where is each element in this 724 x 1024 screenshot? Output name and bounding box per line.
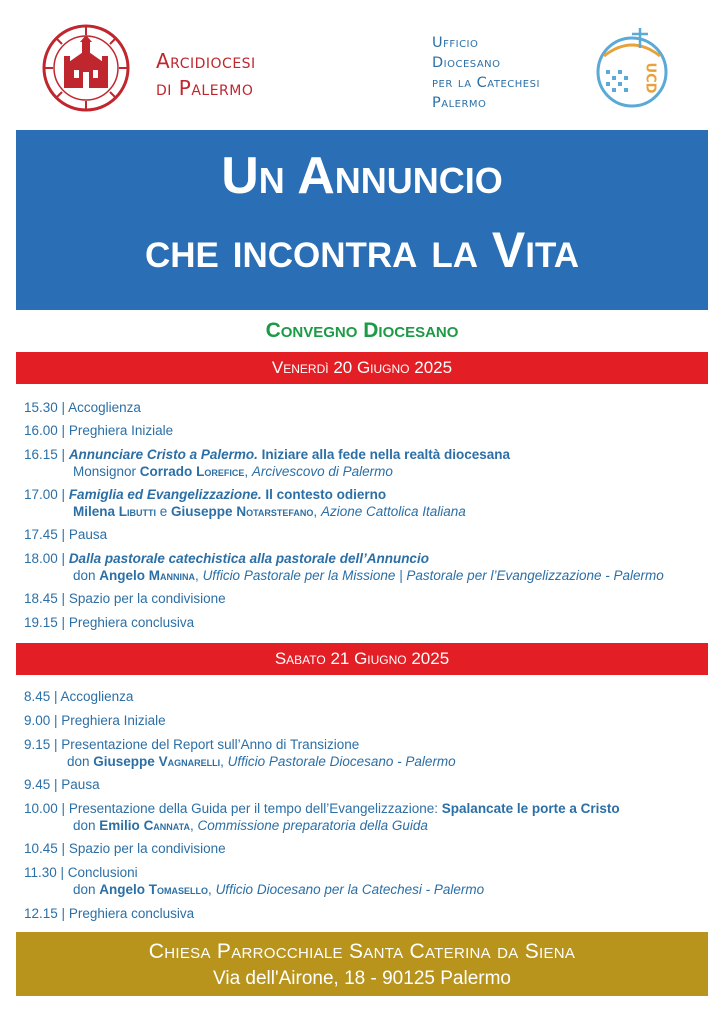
ucd-logo-letters: UCD	[642, 62, 658, 94]
schedule-text: Preghiera Iniziale	[61, 713, 166, 728]
archdiocese-name-line1: Arcidiocesi	[156, 49, 256, 73]
schedule-time: 16.15	[24, 447, 58, 462]
schedule-row: 9.45 | Pausa	[24, 777, 100, 792]
speaker2-last-name: Notarstefano	[236, 504, 314, 519]
schedule-text: Preghiera conclusiva	[68, 906, 195, 921]
speaker-prefix: don	[73, 818, 100, 833]
guide-title: Spalancate le porte a Cristo	[441, 801, 620, 816]
speaker-prefix: don	[73, 882, 100, 897]
schedule-text: Presentazione della Guida per il tempo dell’Evangelizzazione:	[68, 801, 442, 816]
ucd-logo	[592, 26, 672, 110]
speaker-first-name: Corrado	[139, 464, 193, 479]
speaker-last-name: Tomasello	[148, 882, 209, 897]
schedule-text: Pausa	[61, 777, 100, 792]
office-name-line4: Palermo	[432, 95, 487, 111]
title-line2: che incontra la Vita	[144, 222, 580, 278]
day1-title-bar: Venerdì 20 Giugno 2025	[16, 352, 708, 384]
schedule-time: 9.15	[24, 737, 51, 752]
schedule-time: 17.45	[24, 527, 58, 542]
schedule-time: 16.00	[24, 423, 58, 438]
speaker-line: don Emilio Cannata, Commissione preparatoria della Guida	[73, 818, 428, 833]
schedule-row: 10.45 | Spazio per la condivisione	[24, 841, 226, 856]
page-header	[0, 0, 724, 128]
schedule-time: 8.45	[24, 689, 51, 704]
speaker-line: Monsignor Corrado Lorefice, Arcivescovo di Palermo	[73, 464, 393, 479]
speaker-line: don Giuseppe Vagnarelli, Ufficio Pastorale Diocesano - Palermo	[67, 754, 456, 769]
schedule-row: 11.30 | Conclusioni don Angelo Tomasello, Ufficio Diocesano per la Catechesi - Palermo	[24, 864, 714, 898]
speaker-last-name: Vagnarelli	[158, 754, 221, 769]
archdiocese-seal-logo	[42, 24, 130, 112]
schedule-time: 19.15	[24, 615, 58, 630]
schedule-row: 9.00 | Preghiera Iniziale	[24, 713, 166, 728]
schedule-text: Accoglienza	[68, 400, 141, 415]
schedule-row: 16.00 | Preghiera Iniziale	[24, 423, 174, 438]
speaker2-first-name: Giuseppe	[171, 504, 233, 519]
schedule-time: 18.45	[24, 591, 58, 606]
speaker-first-name: Giuseppe	[93, 754, 155, 769]
office-name-line1: Ufficio	[432, 35, 479, 51]
event-subtitle: Convegno Diocesano	[265, 319, 459, 342]
speaker-last-name: Lorefice	[196, 464, 245, 479]
schedule-text: Pausa	[68, 527, 108, 542]
speaker-role: Commissione preparatoria della Guida	[197, 818, 428, 833]
talk-title-italic: Dalla pastorale catechistica alla pastorale dell’Annuncio	[68, 551, 429, 566]
day2-title-bar: Sabato 21 Giugno 2025	[16, 643, 708, 675]
title-banner	[16, 130, 708, 310]
speaker-role: Ufficio Pastorale Diocesano - Palermo	[227, 754, 456, 769]
speaker-last-name: Mannina	[148, 568, 196, 583]
schedule-row: 17.00 | Famiglia ed Evangelizzazione. Il contesto odierno Milena Libutti e Giuseppe Notarstefano, Azione Cattolica Italiana	[24, 486, 714, 520]
venue-footer	[16, 932, 708, 996]
schedule-text: Spazio per la condivisione	[68, 841, 226, 856]
speaker-prefix: don	[73, 568, 100, 583]
speaker-line: don Angelo Mannina, Ufficio Pastorale per la Missione | Pastorale per l’Evangelizzazione - Palermo	[73, 568, 664, 583]
schedule-row: 19.15 | Preghiera conclusiva	[24, 615, 195, 630]
schedule-text: Spazio per la condivisione	[68, 591, 226, 606]
schedule-text: Conclusioni	[67, 865, 138, 880]
speaker1-last-name: Libutti	[118, 504, 157, 519]
schedule-text: Preghiera Iniziale	[68, 423, 174, 438]
schedule-time: 15.30	[24, 400, 58, 415]
speaker-line: don Angelo Tomasello, Ufficio Diocesano per la Catechesi - Palermo	[73, 882, 485, 897]
speaker-first-name: Angelo	[99, 568, 146, 583]
talk-title-italic: Famiglia ed Evangelizzazione.	[68, 487, 262, 502]
schedule-time: 9.00	[24, 713, 51, 728]
schedule-time: 17.00	[24, 487, 58, 502]
speaker-role: Ufficio Diocesano per la Catechesi - Palermo	[215, 882, 485, 897]
schedule-time: 18.00	[24, 551, 58, 566]
schedule-time: 10.00	[24, 801, 58, 816]
speaker-prefix: don	[67, 754, 94, 769]
schedule-text: Presentazione del Report sull’Anno di Transizione	[61, 737, 360, 752]
title-line1: Un Annuncio	[221, 147, 503, 205]
speaker-first-name: Angelo	[99, 882, 146, 897]
schedule-row: 9.15 | Presentazione del Report sull’Anno di Transizione don Giuseppe Vagnarelli, Ufficio Pastorale Diocesano - Palermo	[24, 736, 714, 770]
speaker-role: Ufficio Pastorale per la Missione | Pastorale per l’Evangelizzazione - Palermo	[202, 568, 664, 583]
speaker-last-name: Cannata	[143, 818, 190, 833]
schedule-row: 16.15 | Annunciare Cristo a Palermo. Iniziare alla fede nella realtà diocesana Monsignor Corrado Lorefice, Arcivescovo di Palermo	[24, 446, 714, 480]
speaker-line: Milena Libutti e Giuseppe Notarstefano, Azione Cattolica Italiana	[73, 504, 466, 519]
schedule-time: 10.45	[24, 841, 58, 856]
office-name-line2: Diocesano	[432, 55, 501, 71]
venue-name: Chiesa Parrocchiale Santa Caterina da Siena	[148, 940, 576, 963]
catechesis-office-name	[432, 33, 540, 113]
speaker-role: Arcivescovo di Palermo	[251, 464, 393, 479]
schedule-row: 8.45 | Accoglienza	[24, 689, 134, 704]
archdiocese-name	[156, 48, 256, 102]
schedule-time: 11.30	[24, 865, 57, 880]
schedule-row: 12.15 | Preghiera conclusiva	[24, 906, 195, 921]
schedule-row: 18.00 | Dalla pastorale catechistica alla pastorale dell’Annuncio don Angelo Mannina, Ufficio Pastorale per la Missione | Pastorale per l’Evangelizzazione - Palermo	[24, 550, 714, 584]
speaker-first-name: Emilio	[99, 818, 140, 833]
office-name-line3: per la Catechesi	[432, 75, 540, 91]
talk-title-rest: Il contesto odierno	[261, 487, 387, 502]
schedule-text: Preghiera conclusiva	[68, 615, 195, 630]
schedule-row: 10.00 | Presentazione della Guida per il tempo dell’Evangelizzazione: Spalancate le porte a Cristo don Emilio Cannata, Commissione preparatoria della Guida	[24, 800, 714, 834]
schedule-time: 9.45	[24, 777, 51, 792]
speaker1-first-name: Milena	[73, 504, 116, 519]
schedule-time: 12.15	[24, 906, 58, 921]
speaker-role: Azione Cattolica Italiana	[320, 504, 466, 519]
schedule-row: 18.45 | Spazio per la condivisione	[24, 591, 226, 606]
schedule-text: Accoglienza	[60, 689, 134, 704]
schedule-row: 15.30 | Accoglienza	[24, 400, 141, 415]
venue-address: Via dell'Airone, 18 - 90125 Palermo	[213, 968, 511, 989]
talk-title-rest: Iniziare alla fede nella realtà diocesana	[257, 447, 510, 462]
talk-title-italic: Annunciare Cristo a Palermo.	[68, 447, 258, 462]
speaker-joiner: e	[156, 504, 172, 519]
speaker-prefix: Monsignor	[73, 464, 140, 479]
schedule-row: 17.45 | Pausa	[24, 527, 108, 542]
archdiocese-name-line2: di Palermo	[156, 76, 254, 100]
